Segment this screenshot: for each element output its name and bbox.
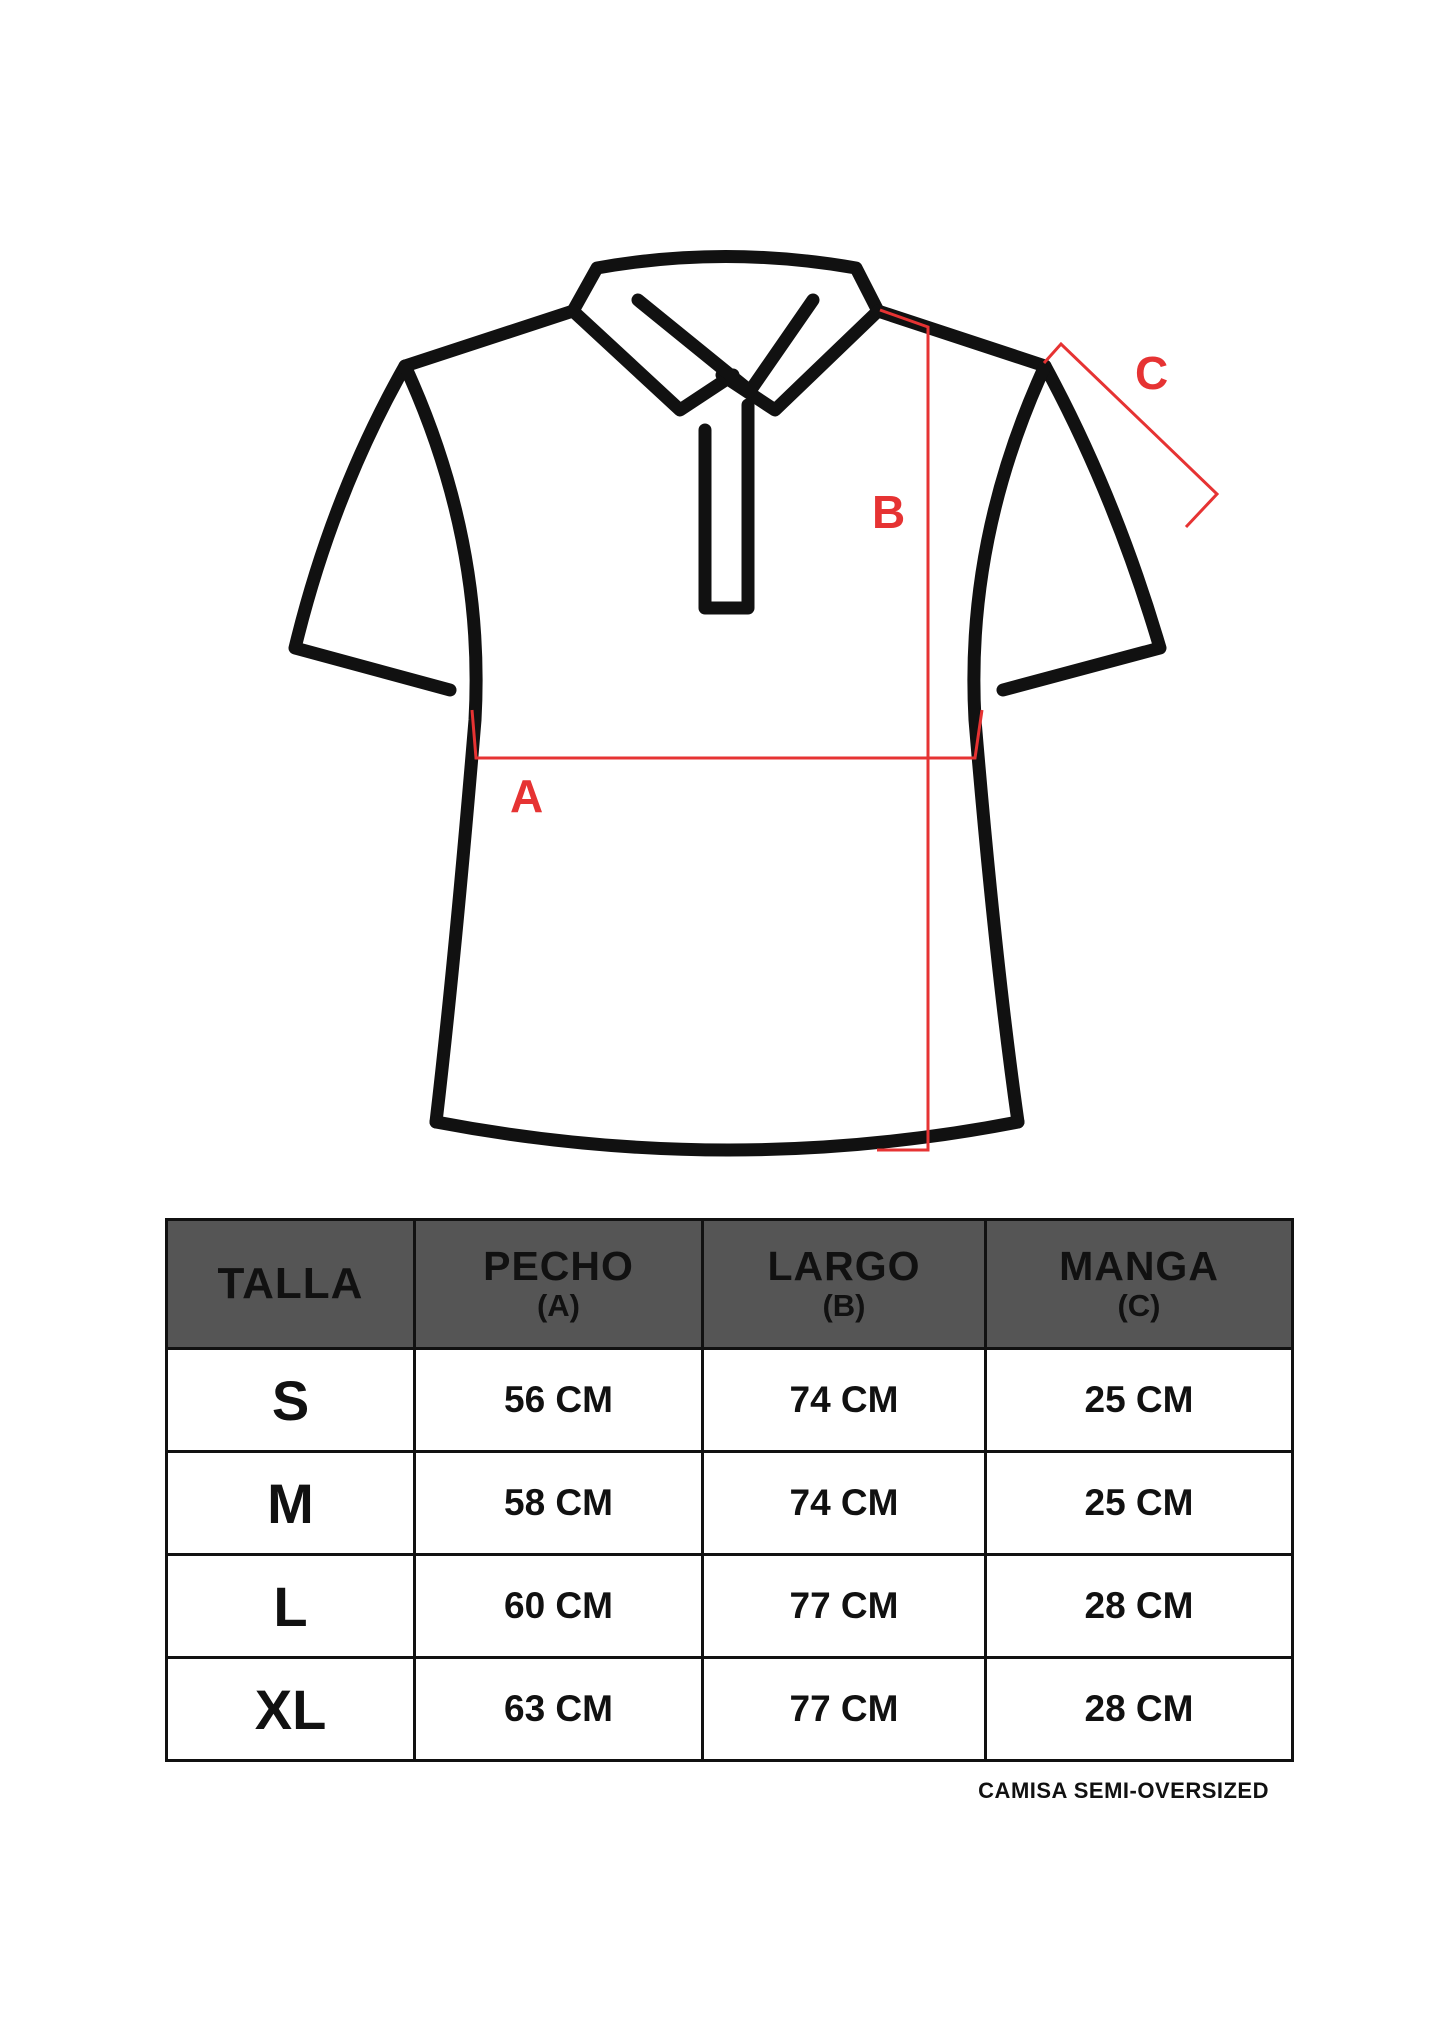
size-cell: L [167, 1555, 415, 1658]
col-header-largo [703, 1220, 986, 1349]
measure-b-label: B [872, 486, 906, 538]
manga-cell: 28 CM [986, 1555, 1293, 1658]
footer-note: CAMISA SEMI-OVERSIZED [978, 1778, 1269, 1803]
table-row [167, 1452, 1293, 1555]
measure-a-label: A [510, 770, 544, 822]
largo-sub: (B) [822, 1288, 866, 1323]
largo-title: LARGO [767, 1243, 921, 1289]
shirt-outline [295, 257, 1160, 1151]
table-row [167, 1349, 1293, 1452]
pecho-cell: 60 CM [415, 1555, 703, 1658]
size-cell: XL [167, 1658, 415, 1761]
manga-cell: 25 CM [986, 1349, 1293, 1452]
size-cell: M [167, 1452, 415, 1555]
measurement-lines [472, 310, 1217, 1150]
col-header-manga [986, 1220, 1293, 1349]
largo-cell: 77 CM [703, 1658, 986, 1761]
pecho-cell: 63 CM [415, 1658, 703, 1761]
manga-cell: 28 CM [986, 1658, 1293, 1761]
measure-c-line [1044, 344, 1217, 527]
col-header-talla [167, 1220, 415, 1349]
manga-sub: (C) [1117, 1288, 1161, 1323]
size-table [165, 1218, 1294, 1762]
manga-cell: 25 CM [986, 1452, 1293, 1555]
col-header-pecho [415, 1220, 703, 1349]
pecho-sub: (A) [536, 1288, 581, 1323]
largo-cell: 74 CM [703, 1452, 986, 1555]
measure-c-label: C [1135, 347, 1169, 399]
table-row [167, 1555, 1293, 1658]
table-row [167, 1658, 1293, 1761]
manga-title: MANGA [1059, 1243, 1219, 1289]
talla-label: TALLA [217, 1259, 364, 1308]
header-row [167, 1220, 1293, 1349]
largo-cell: 74 CM [703, 1349, 986, 1452]
largo-cell: 77 CM [703, 1555, 986, 1658]
measure-b-line [877, 310, 928, 1150]
pecho-cell: 56 CM [415, 1349, 703, 1452]
size-cell: S [167, 1349, 415, 1452]
pecho-title: PECHO [483, 1243, 634, 1289]
pecho-cell: 58 CM [415, 1452, 703, 1555]
measure-a-line [472, 710, 982, 758]
